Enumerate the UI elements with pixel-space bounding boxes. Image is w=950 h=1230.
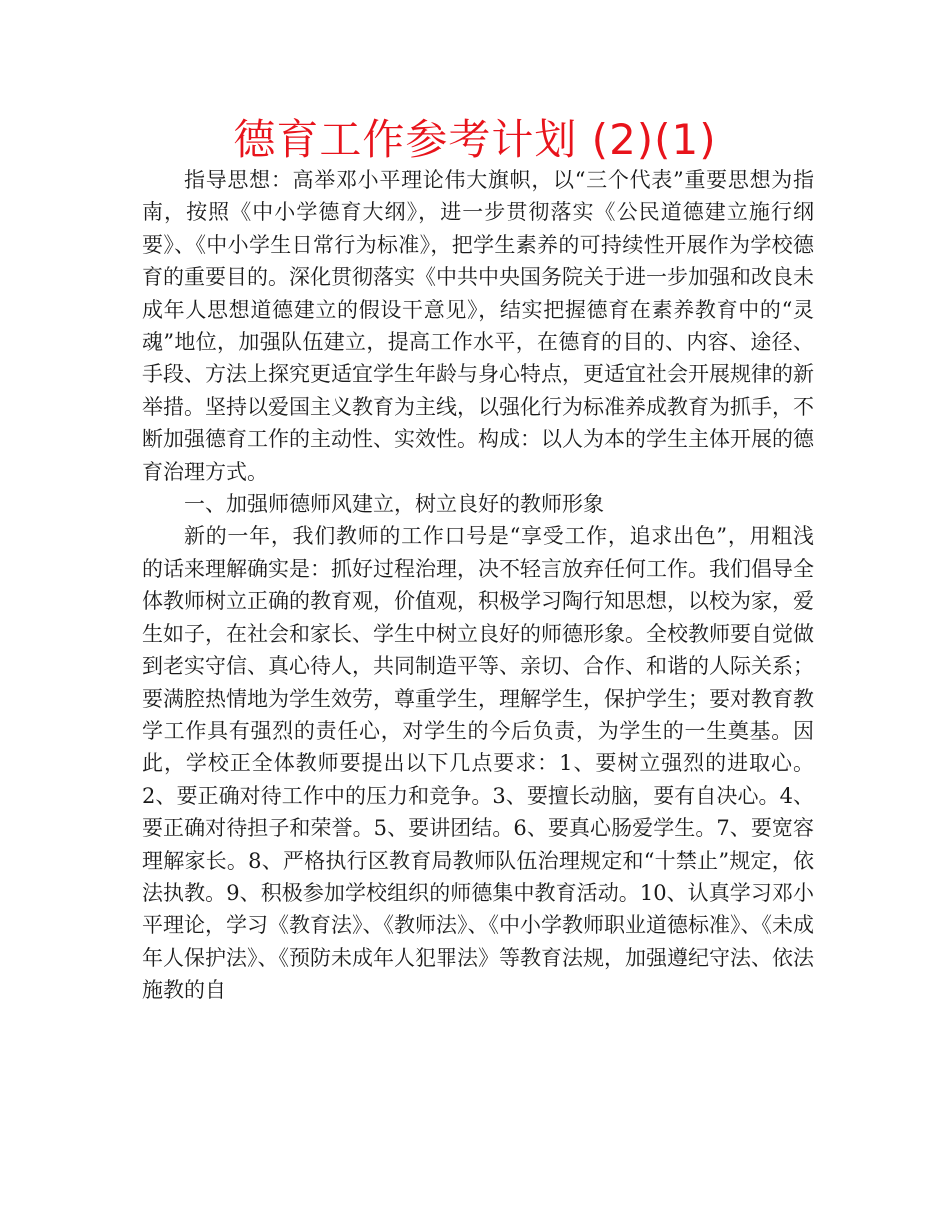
paragraph-teacher-requirements: 新的一年，我们教师的工作口号是“享受工作，追求出色”，用粗浅的话来理解确实是：抓好过程治理，决不轻言放弃任何工作。我们倡导全体教师树立正确的教育观，价值观，积极学习陶行知思想，以校为家，爱生如子，在社会和家长、学生中树立良好的师德形象。全校教师要自觉做到老实守信、真心待人，共同制造平等、亲切、合作、和谐的人际关系；要满腔热情地为学生效劳，尊重学生，理解学生，保护学生；要对教育教学工作具有强烈的责任心，对学生的今后负责，为学生的一生奠基。因此，学校正全体教师要提出以下几点要求：1、要树立强烈的进取心。2、要正确对待工作中的压力和竞争。3、要擅长动脑，要有自决心。4、要正确对待担子和荣誉。5、要讲团结。6、要真心肠爱学生。7、要宽容理解家长。8、严格执行区教育局教师队伍治理规定和“十禁止”规定，依法执教。9、积极参加学校组织的师德集中教育活动。10、认真学习邓小平理论，学习《教育法》、《教师法》、《中小学教师职业道德标准》、《未成年人保护法》、《预防未成年人犯罪法》等教育法规，加强遵纪守法、依法施教的自 bbox=[142, 524, 814, 1003]
document-title: 德育工作参考计划 (2)(1) bbox=[233, 115, 717, 164]
paragraph-guiding-ideology: 指导思想：高举邓小平理论伟大旗帜，以“三个代表”重要思想为指南，按照《中小学德育大纲》，进一步贯彻落实《公民道德建立施行纲要》、《中小学生日常行为标准》，把学生素养的可持续性开展作为学校德育的重要目的。深化贯彻落实《中共中央国务院关于进一步加强和改良未成年人思想道德建立的假设干意见》，结实把握德育在素养教育中的“灵魂”地位，加强队伍建立，提高工作水平，在德育的目的、内容、途径、手段、方法上探究更适宜学生年龄与身心特点，更适宜社会开展规律的新举措。坚持以爱国主义教育为主线，以强化行为标准养成教育为抓手，不断加强德育工作的主动性、实效性。构成：以人为本的学生主体开展的德育治理方式。 bbox=[142, 168, 814, 484]
section-heading-teacher-ethics: 一、加强师德师风建立，树立良好的教师形象 bbox=[184, 492, 604, 517]
document-body bbox=[142, 164, 814, 1007]
